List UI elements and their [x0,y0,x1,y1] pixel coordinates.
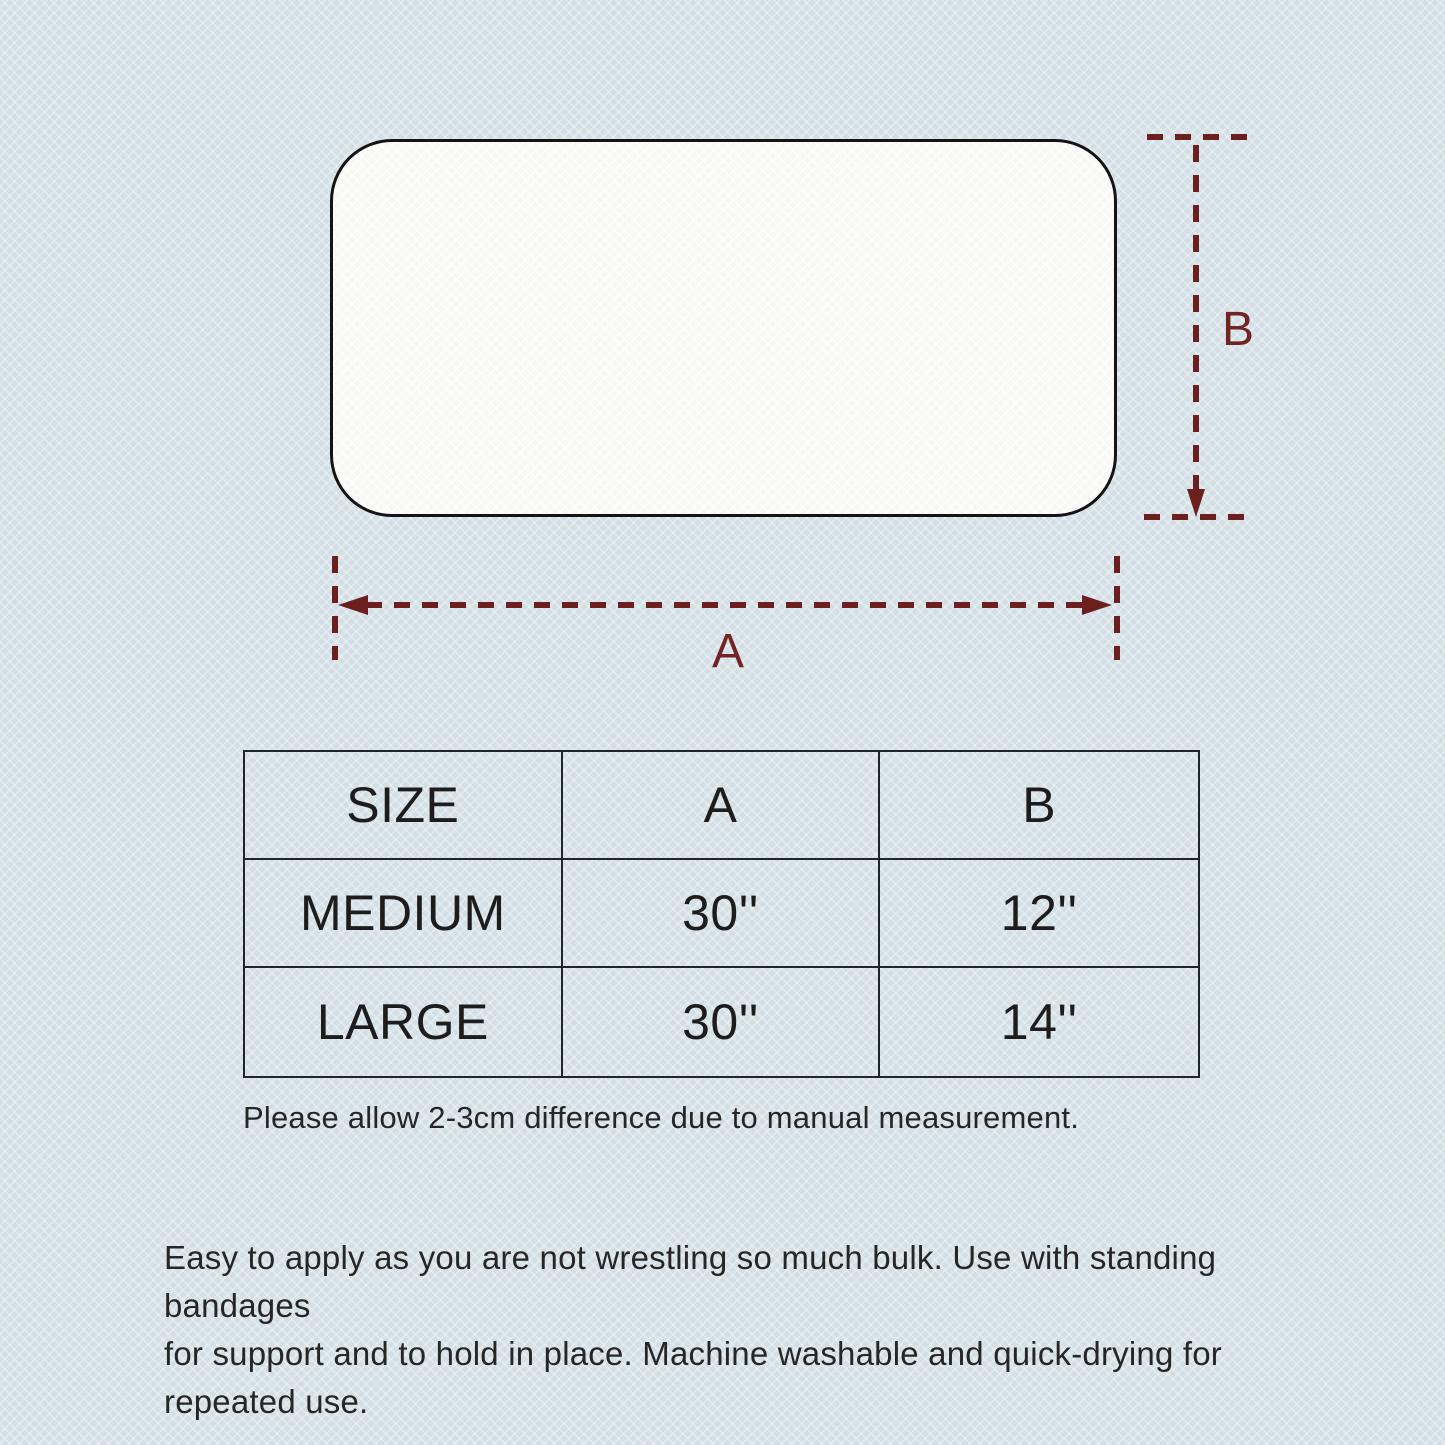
size-table-cell-medium: MEDIUM [245,860,563,968]
size-table-header-size: SIZE [245,752,563,860]
product-description-line: for support and to hold in place. Machine washable and quick-drying for [164,1335,1222,1372]
dim-b-top-cap-line [1147,134,1248,140]
dim-a-label: A [712,625,745,678]
dim-b-line [1193,145,1199,495]
measurement-note: Please allow 2-3cm difference due to manual measurement. [243,1100,1080,1135]
dim-b-arrow-down-icon [1187,489,1205,517]
size-table-header-b: B [880,752,1198,860]
product-outline-shape [330,139,1117,517]
dim-a-right-ext-line [1114,556,1120,660]
size-table [243,750,1200,1078]
size-table-cell-medium-a: 30'' [563,860,881,968]
dim-a-arrow-right-icon [1082,595,1112,615]
size-table-cell-large-a: 30'' [563,968,881,1076]
product-description [164,1234,1344,1426]
product-description-line: repeated use. [164,1383,369,1420]
dim-b-bottom-cap-line [1144,514,1250,520]
product-description-line: Easy to apply as you are not wrestling so much bulk. Use with standing bandages [164,1239,1217,1324]
dim-b-label: B [1222,303,1255,356]
dim-a-arrow-left-icon [338,595,368,615]
size-table-header-a: A [563,752,881,860]
size-table-cell-large: LARGE [245,968,563,1076]
size-table-cell-large-b: 14'' [1000,994,1078,1050]
dim-a-line [366,602,1084,608]
size-table-cell-medium-b: 12'' [880,860,1198,968]
